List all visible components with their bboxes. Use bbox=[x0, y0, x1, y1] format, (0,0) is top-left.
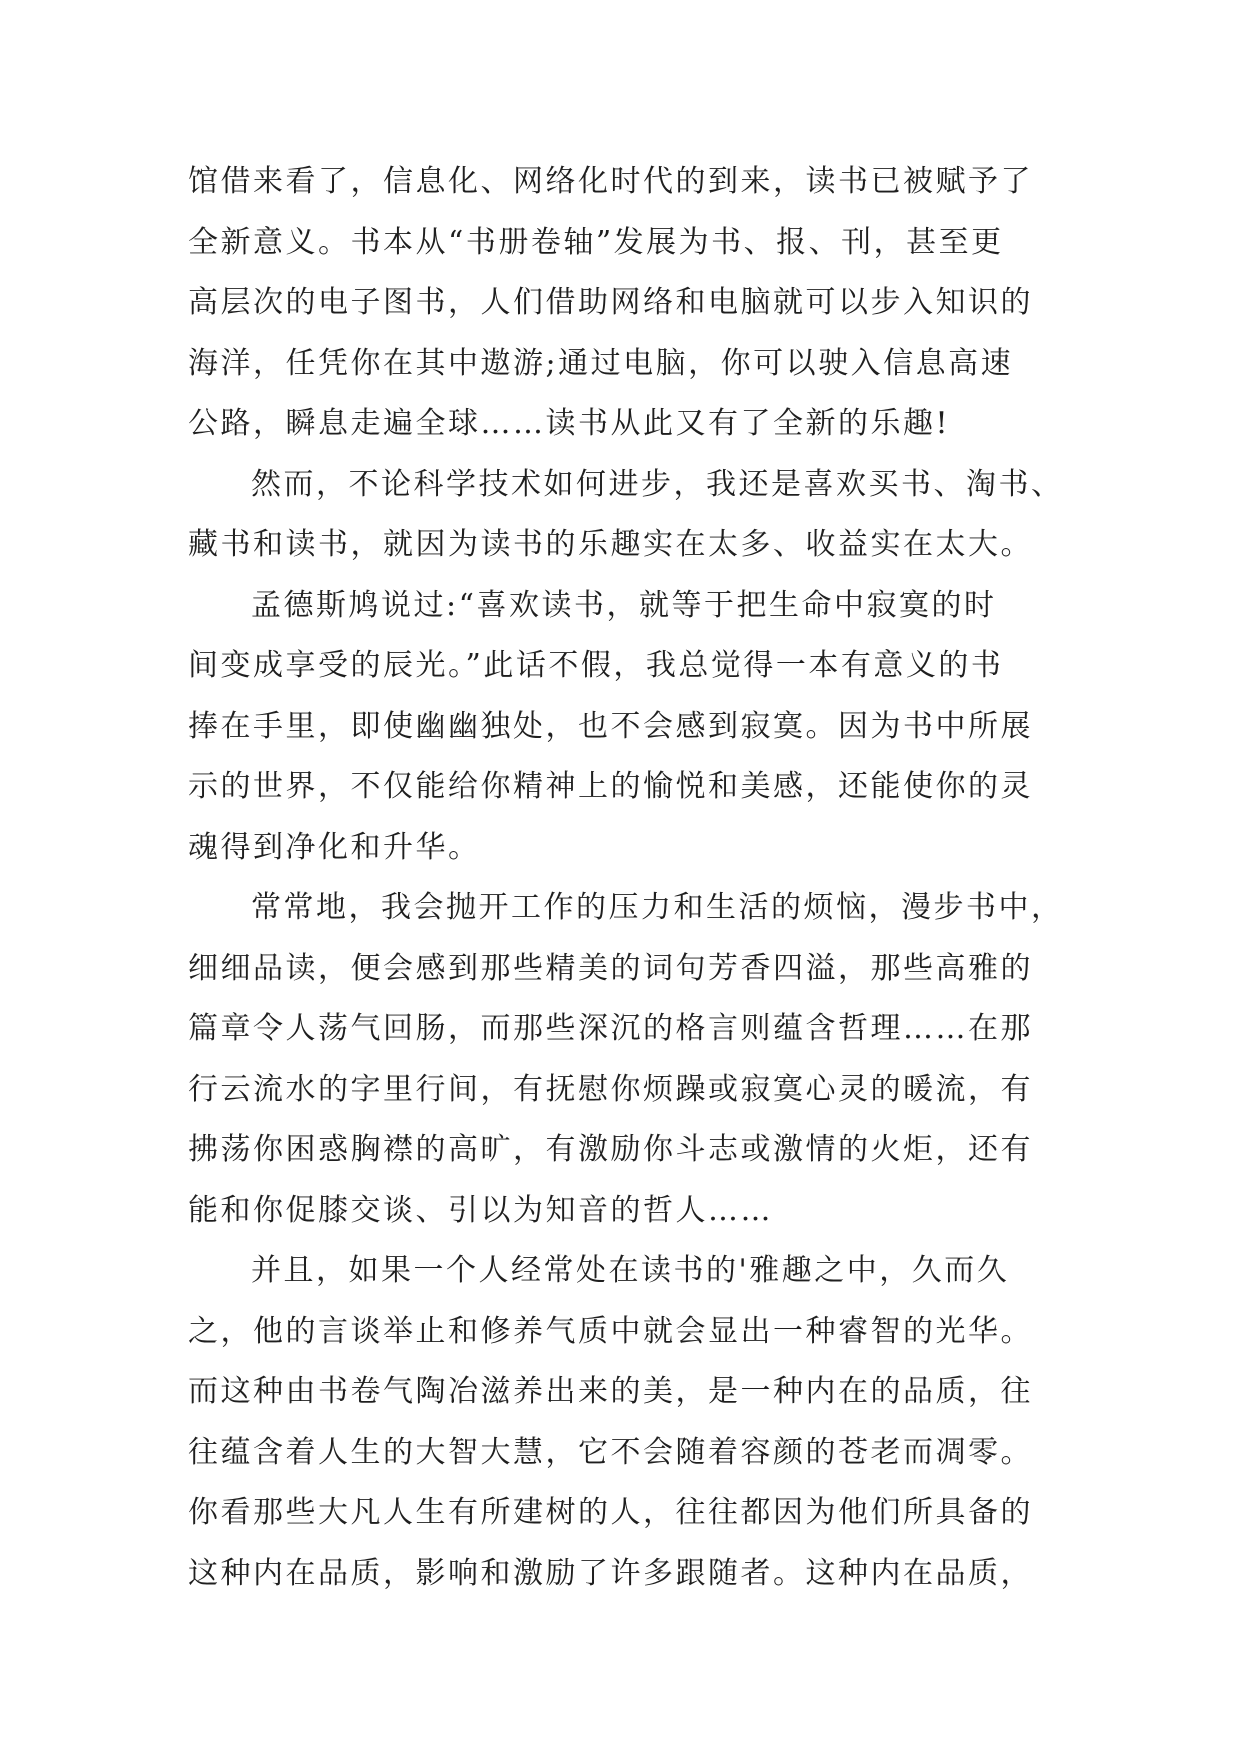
text-line: 常常地，我会抛开工作的压力和生活的烦恼，漫步书中， bbox=[251, 890, 1064, 925]
paragraph-2 bbox=[188, 455, 1068, 576]
text-line: 行云流水的字里行间，有抚慰你烦躁或寂寞心灵的暖流，有 bbox=[188, 1071, 1033, 1107]
text-line: 这种内在品质，影响和激励了许多跟随者。这种内在品质， bbox=[188, 1555, 1033, 1591]
text-line: 拂荡你困惑胸襟的高旷，有激励你斗志或激情的火炬，还有 bbox=[188, 1132, 1033, 1167]
text-line: 间变成享受的辰光。”此话不假，我总觉得一本有意义的书 bbox=[188, 648, 1004, 683]
text-line: 之，他的言谈举止和修养气质中就会显出一种睿智的光华。 bbox=[188, 1313, 1033, 1349]
text-line: 并且，如果一个人经常处在读书的'雅趣之中，久而久 bbox=[251, 1253, 1010, 1288]
text-line: 魂得到净化和升华。 bbox=[188, 829, 481, 865]
text-line: 细细品读，便会感到那些精美的词句芳香四溢，那些高雅的 bbox=[188, 950, 1033, 986]
text-line: 馆借来看了，信息化、网络化时代的到来，读书已被赋予了 bbox=[188, 164, 1033, 199]
text-line: 公路，瞬息走遍全球……读书从此又有了全新的乐趣! bbox=[188, 406, 951, 441]
text-line: 捧在手里，即使幽幽独处，也不会感到寂寞。因为书中所展 bbox=[188, 708, 1033, 744]
text-line: 而这种由书卷气陶冶滋养出来的美，是一种内在的品质，往 bbox=[188, 1374, 1033, 1409]
text-line: 你看那些大凡人生有所建树的人，往往都因为他们所具备的 bbox=[188, 1495, 1033, 1530]
text-line: 高层次的电子图书，人们借助网络和电脑就可以步入知识的 bbox=[188, 285, 1033, 320]
paragraph-5 bbox=[188, 1241, 1068, 1604]
text-line: 往蕴含着人生的大智大慧，它不会随着容颜的苍老而凋零。 bbox=[188, 1434, 1033, 1470]
text-line: 篇章令人荡气回肠，而那些深沉的格言则蕴含哲理……在那 bbox=[188, 1011, 1033, 1046]
text-line: 能和你促膝交谈、引以为知音的哲人…… bbox=[188, 1192, 773, 1228]
paragraph-3 bbox=[188, 576, 1068, 879]
text-line: 孟德斯鸠说过:“喜欢读书，就等于把生命中寂寞的时 bbox=[251, 587, 997, 623]
text-line: 海洋，任凭你在其中遨游;通过电脑，你可以驶入信息高速 bbox=[188, 345, 1014, 381]
paragraph-4 bbox=[188, 878, 1068, 1241]
text-line: 全新意义。书本从“书册卷轴”发展为书、报、刊，甚至更 bbox=[188, 224, 1004, 260]
paragraph-1 bbox=[188, 152, 1068, 455]
text-line: 示的世界，不仅能给你精神上的愉悦和美感，还能使你的灵 bbox=[188, 769, 1033, 804]
document-body bbox=[188, 152, 1068, 1604]
text-line: 然而，不论科学技术如何进步，我还是喜欢买书、淘书、 bbox=[251, 466, 1064, 502]
text-line: 藏书和读书，就因为读书的乐趣实在太多、收益实在太大。 bbox=[188, 527, 1033, 562]
